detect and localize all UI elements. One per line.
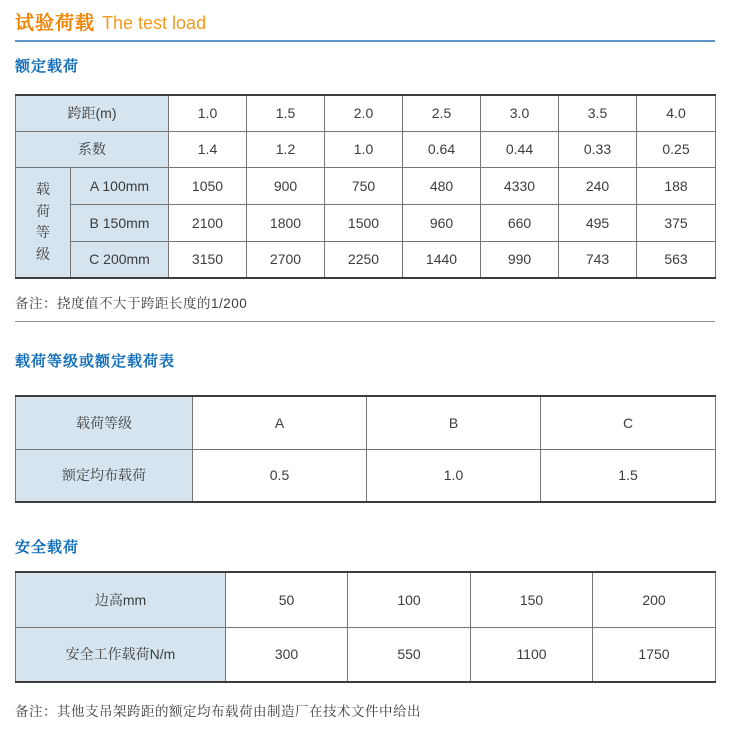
span-value: 1.5 xyxy=(247,95,325,131)
row-header-side-height: 边高mm xyxy=(16,572,226,627)
row-header-uniform-load: 额定均布载荷 xyxy=(16,449,193,502)
grade-a-value: 188 xyxy=(637,167,716,204)
safe-working-load-value: 550 xyxy=(348,627,471,682)
page-title-en: The test load xyxy=(102,13,207,33)
grade-c-value: 3150 xyxy=(169,241,247,278)
grade-a-value: 480 xyxy=(403,167,481,204)
coeff-value: 1.0 xyxy=(325,131,403,167)
safe-working-load-value: 300 xyxy=(226,627,348,682)
section-heading-safe-load: 安全载荷 xyxy=(15,539,80,556)
page-title xyxy=(15,8,715,42)
grade-b-value: 1800 xyxy=(247,204,325,241)
grade-b-value: 1500 xyxy=(325,204,403,241)
section-heading-grade-table: 载荷等级或额定载荷表 xyxy=(15,353,176,370)
span-value: 2.0 xyxy=(325,95,403,131)
grade-a-value: 4330 xyxy=(481,167,559,204)
side-height-value: 50 xyxy=(226,572,348,627)
table-row-safe-working-load xyxy=(16,627,716,682)
grade-a-value: 750 xyxy=(325,167,403,204)
row-header-grade-c: C 200mm xyxy=(71,241,169,278)
grade-load-table xyxy=(15,395,716,503)
span-value: 2.5 xyxy=(403,95,481,131)
row-header-span: 跨距(m) xyxy=(16,95,169,131)
grade-class-value: C xyxy=(541,396,716,449)
rated-load-table xyxy=(15,94,716,279)
grade-a-value: 240 xyxy=(559,167,637,204)
grade-c-value: 2700 xyxy=(247,241,325,278)
uniform-load-value: 1.5 xyxy=(541,449,716,502)
grade-b-value: 660 xyxy=(481,204,559,241)
section-divider xyxy=(15,321,715,322)
grade-c-value: 990 xyxy=(481,241,559,278)
table-row-grade-b xyxy=(16,204,716,241)
page-title-zh: 试验荷载 xyxy=(15,13,96,34)
grade-a-value: 1050 xyxy=(169,167,247,204)
coeff-value: 0.33 xyxy=(559,131,637,167)
coeff-value: 1.2 xyxy=(247,131,325,167)
table-row-side-height xyxy=(16,572,716,627)
grade-a-value: 900 xyxy=(247,167,325,204)
grade-b-value: 960 xyxy=(403,204,481,241)
grade-c-value: 743 xyxy=(559,241,637,278)
side-height-value: 200 xyxy=(593,572,716,627)
side-height-value: 150 xyxy=(471,572,593,627)
uniform-load-value: 1.0 xyxy=(367,449,541,502)
coeff-value: 0.64 xyxy=(403,131,481,167)
grade-b-value: 495 xyxy=(559,204,637,241)
table-row-span xyxy=(16,95,716,131)
table-row-coefficient xyxy=(16,131,716,167)
side-height-value: 100 xyxy=(348,572,471,627)
grade-b-value: 375 xyxy=(637,204,716,241)
safe-load-table xyxy=(15,571,716,683)
grade-c-value: 1440 xyxy=(403,241,481,278)
row-header-coefficient: 系数 xyxy=(16,131,169,167)
table-row-grade-c xyxy=(16,241,716,278)
span-value: 1.0 xyxy=(169,95,247,131)
table-row-uniform-load xyxy=(16,449,716,502)
row-header-grade-b: B 150mm xyxy=(71,204,169,241)
safe-working-load-value: 1750 xyxy=(593,627,716,682)
grade-c-value: 2250 xyxy=(325,241,403,278)
coeff-value: 0.25 xyxy=(637,131,716,167)
row-header-grade-class: 载荷等级 xyxy=(16,396,193,449)
grade-group-vertical-label: 载荷等级 xyxy=(36,180,50,262)
uniform-load-value: 0.5 xyxy=(193,449,367,502)
grade-b-value: 2100 xyxy=(169,204,247,241)
span-value: 4.0 xyxy=(637,95,716,131)
coeff-value: 0.44 xyxy=(481,131,559,167)
table-row-grade-a xyxy=(16,167,716,204)
coeff-value: 1.4 xyxy=(169,131,247,167)
safe-load-note: 备注：其他支吊架跨距的额定均布载荷由制造厂在技术文件中给出 xyxy=(15,704,421,719)
row-header-safe-working-load: 安全工作载荷N/m xyxy=(16,627,226,682)
grade-class-value: B xyxy=(367,396,541,449)
row-header-grade-group xyxy=(16,167,71,278)
section-heading-rated-load: 额定载荷 xyxy=(15,58,80,75)
rated-load-note: 备注：挠度值不大于跨距长度的1/200 xyxy=(15,296,248,311)
span-value: 3.5 xyxy=(559,95,637,131)
row-header-grade-a: A 100mm xyxy=(71,167,169,204)
span-value: 3.0 xyxy=(481,95,559,131)
grade-class-value: A xyxy=(193,396,367,449)
safe-working-load-value: 1100 xyxy=(471,627,593,682)
table-row-grade-class xyxy=(16,396,716,449)
grade-c-value: 563 xyxy=(637,241,716,278)
